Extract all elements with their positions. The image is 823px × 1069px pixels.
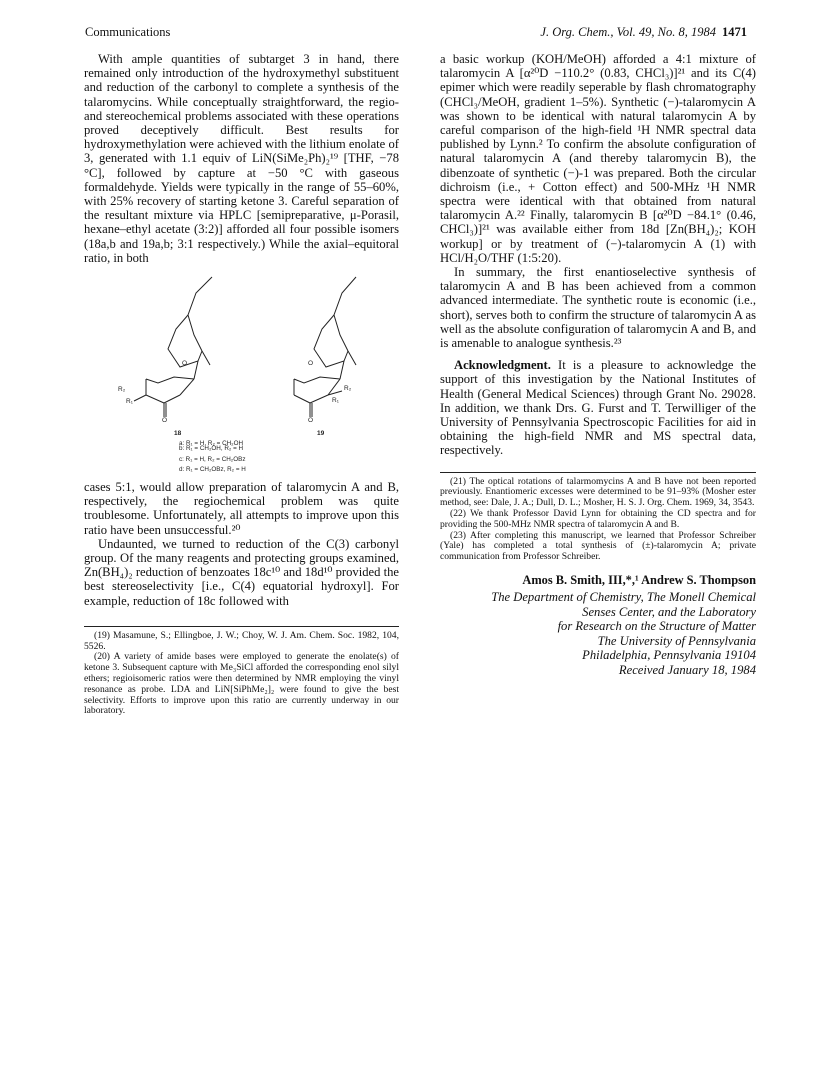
affiliation-line-2: Senses Center, and the Laboratory [582, 604, 756, 619]
right-paragraph-2: In summary, the first enantioselective synthesis of talaromycin A and B has been achieved from a common advanced intermediate. The synthetic route is economic (i.e., short), serves both to confirm the structure of talaromycin A as well as the absolute configuration of talaromycin A and B, and is amenable to analogue synthesis.²³ [440, 265, 756, 351]
received-date: Received January 18, 1984 [618, 662, 756, 677]
legend-entry-a: a: R₁ = H, R₂ = CH₂OH [179, 440, 244, 448]
acknowledgment [440, 358, 756, 457]
footnote-19: (19) Masamune, S.; Ellingboe, J. W.; Choy, W. J. Am. Chem. Soc. 1982, 104, 5526. [84, 629, 399, 652]
r2-label-18: R₂ [118, 386, 126, 394]
legend-entry-d: d: R₁ = CH₂OBz, R₂ = H [179, 466, 246, 474]
running-header-section: Communications [85, 25, 171, 39]
compound-label-19: 19 [317, 430, 325, 438]
left-paragraph-2: cases 5:1, would allow preparation of talaromycin A and B, respectively, the regiochemical problem was quite troublesome. Unfortunately, all attempts to improve upon this ratio have been unsuccessful.²⁰ [84, 480, 399, 537]
carbonyl-oxygen-19: O [308, 417, 314, 425]
page-number: 1471 [722, 25, 747, 39]
structure-figure [84, 271, 399, 454]
affiliation-line-1: The Department of Chemistry, The Monell Chemical [491, 590, 756, 605]
acknowledgment-title: Acknowledgment. [454, 358, 551, 373]
footnote-22: (22) We thank Professor David Lynn for obtaining the CD spectra and for providing the 500-MHz NMR spectra of talaromycin A and B. [440, 508, 756, 530]
right-column [440, 52, 756, 678]
footnote-rule-right [440, 472, 756, 473]
substituent-legend-rest [179, 444, 246, 476]
affiliation-line-4: The University of Pennsylvania [597, 633, 756, 648]
compound-label-18: 18 [174, 430, 182, 438]
r1-label-18: R₁ [126, 398, 133, 406]
acknowledgment-text: It is a pleasure to acknowledge the support of this investigation by the National Institutes of Health (General Medical Sciences) through Grant No. 29028. In addition, we thank Drs. G. Furst and T. Terwilliger of the University of Pennsylvania Spectroscopic Facilities for aid in obtaining the high-field NMR and MS spectral data, respectively. [440, 358, 756, 458]
legend-continued [84, 445, 399, 480]
r2-label-19: R₂ [344, 385, 352, 393]
left-column [84, 52, 399, 717]
footnote-21: (21) The optical rotations of talarmomycins A and B have not been reported previously. Enantiomeric excesses were determined to be 91–93% (Mosher ester method, see: Dale, J. A.; Dull, D. L.; Mosher, H. S. J. Org. Chem. 1969, 34, 3543. [440, 475, 756, 509]
affiliation-line-3: for Research on the Structure of Matter [557, 619, 756, 634]
left-paragraph-3: Undaunted, we turned to reduction of the C(3) carbonyl group. Of the many reagents and protecting groups examined, Zn(BH₄)₂ reduction of benzoates 18c¹⁰ and 18d¹⁰ provided the best stereoselectivity [i.e., C(4) equatorial hydroxyl]. For example, reduction of 18c followed with [84, 536, 399, 608]
carbonyl-oxygen-18: O [162, 417, 168, 425]
left-footnotes [84, 626, 399, 717]
structure-drawing [84, 271, 399, 454]
ring-oxygen-18: O [182, 360, 188, 368]
ring-oxygen-19: O [308, 360, 314, 368]
left-paragraph-1: With ample quantities of subtarget 3 in hand, there remained only introduction of the hydroxymethyl substituent and reduction of the carbonyl to complete a synthesis of the talaromycins. While conceptually straightforward, the regio- and stereochemical problems associated with these operations proved deceptively difficult. Best results for hydroxymethylation were achieved with the lithium enolate of 3, generated with 1.1 equiv of LiN(SiMe₂Ph)₂¹⁹ [THF, −78 °C], followed by capture at −50 °C with gaseous formaldehyde. Yields were typically in the range of 55–60%, with 25% recovery of starting ketone 3. Careful separation of the resultant mixture via HPLC [semipreparative, μ-Porasil, hexane–ethyl acetate (3:2)] afforded all four possible isomers (18a,b and 19a,b; 3:1 respectively.) While the axial–equitoral ratio, in both [84, 52, 399, 265]
right-footnotes [440, 472, 756, 563]
legend-entry-b: b: R₁ = CH₂OH, R₂ = H [179, 445, 244, 453]
footnote-23: (23) After completing this manuscript, we learned that Professor Schreiber (Yale) has completed a total synthesis of (±)-talaromycin A; private communication from Professor Schreiber. [440, 529, 756, 563]
right-paragraph-1: a basic workup (KOH/MeOH) afforded a 4:1 mixture of talaromycin A [α²⁰D −110.2° (0.83, CHCl₃)]²¹ and its C(4) epimer which were readily seperable by flash chromatography (CHCl₃/MeOH, gradient 1–5%). Synthetic (−)-talaromycin A was shown to be identical with natural talaromycin A by careful comparison of the high-field ¹H NMR spectral data published by Lynn.² To confirm the absolute configuration of natural talaromycin A (and thereby talaromycin B), the dibenzoate of synthetic (−)-1 was prepared. Both the circular dichroism (i.e., + Cotton effect) and 500-MHz ¹H NMR spectra were identical with that obtained from natural talaromycin A.²² Finally, talaromycin B [α²⁰D −84.1° (0.46, CHCl₃)]²¹ was available either from 18d [Zn(BH₄)₂; KOH workup] or by treatment of (−)-talaromycin A (1) with HCl/H₂O/THF (1:5:20). [440, 52, 756, 265]
affiliation [440, 590, 756, 663]
footnote-20: (20) A variety of amide bases were employed to generate the enolate(s) of ketone 3. Subsequent capture with Me₃SiCl afforded the corresponding enol silyl ethers; regioisomeric ratios were then determined by NMR employing the vinyl resonance as probe. LDA and LiN[SiPhMe₂]₂ were found to give the best selectivity. Efforts to improve upon this ratio are currently underway in our laboratory. [84, 651, 399, 717]
r1-label-19: R₁ [332, 397, 339, 405]
author-line: Amos B. Smith, III,*,¹ Andrew S. Thompson [522, 573, 756, 588]
running-header-journal [540, 25, 747, 40]
journal-citation: J. Org. Chem., Vol. 49, No. 8, 1984 [540, 25, 716, 39]
legend-entry-c: c: R₁ = H, R₂ = CH₂OBz [179, 455, 246, 463]
footnote-rule [84, 626, 399, 627]
affiliation-line-5: Philadelphia, Pennsylvania 19104 [582, 648, 756, 663]
